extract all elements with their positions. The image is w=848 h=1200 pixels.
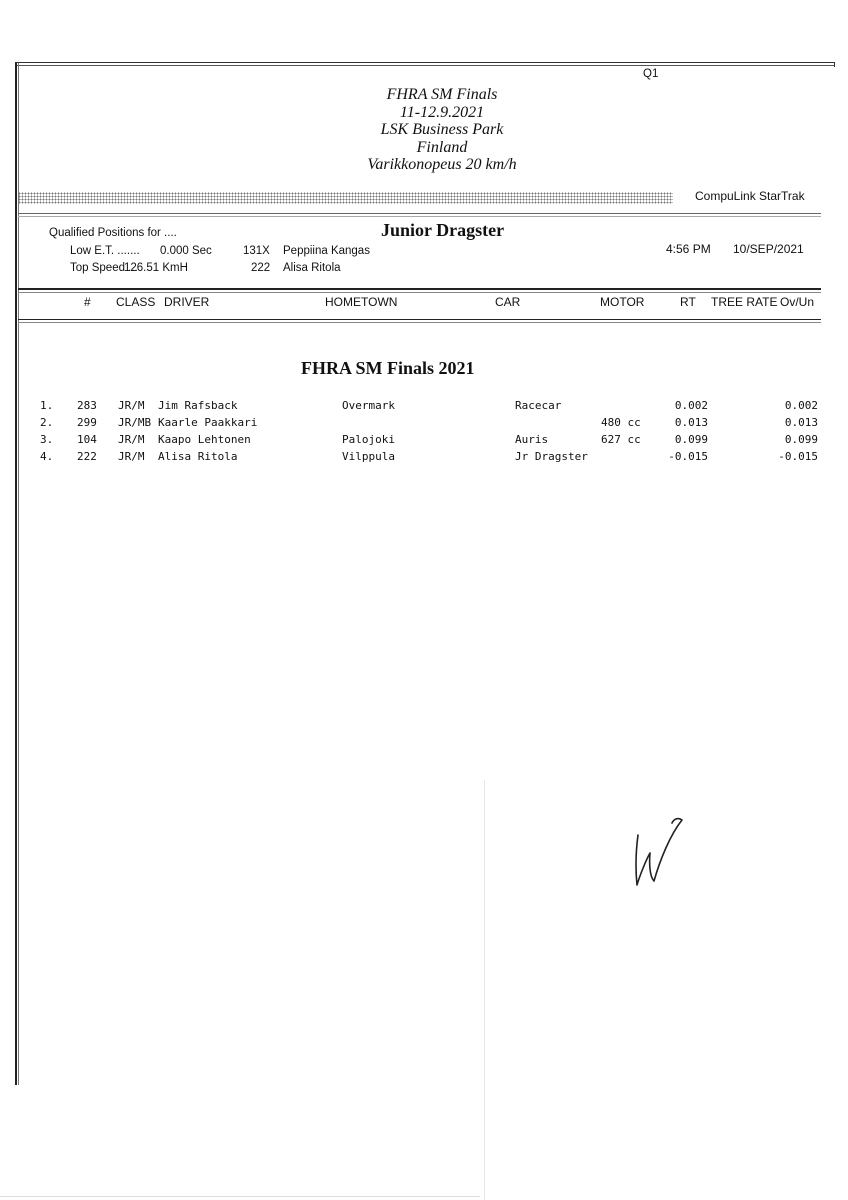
frame-right-tick — [834, 62, 835, 67]
top-speed-label: Top Speed ... — [70, 262, 138, 274]
row-class: JR/M — [118, 399, 145, 412]
frame-top-line — [15, 62, 835, 63]
col-tree-rate: TREE RATE — [711, 295, 778, 309]
qualified-label: Qualified Positions for .... — [49, 227, 177, 239]
table-row — [0, 433, 848, 450]
row-hometown: Palojoki — [342, 433, 395, 446]
row-rt: 0.013 — [674, 416, 708, 429]
low-et-driver: Peppiina Kangas — [283, 245, 370, 257]
row-driver: Jim Rafsback — [158, 399, 238, 412]
row-car: Racecar — [515, 399, 562, 412]
row-ov-un: 0.002 — [784, 399, 818, 412]
row-car: Auris — [515, 433, 549, 446]
scan-bottom-line — [0, 1196, 480, 1197]
dotted-band — [18, 192, 673, 204]
row-position: 1. — [40, 399, 54, 412]
row-hometown: Vilppula — [342, 450, 395, 463]
table-row — [0, 450, 848, 467]
row-class: JR/MB — [118, 416, 152, 429]
event-venue: LSK Business Park — [380, 121, 504, 138]
row-ov-un: -0.015 — [778, 450, 818, 463]
row-number: 283 — [77, 399, 97, 412]
row-hometown: Overmark — [342, 399, 395, 412]
timing-system-label: CompuLink StarTrak — [695, 189, 805, 203]
event-name: FHRA SM Finals — [386, 86, 498, 103]
print-time: 4:56 PM — [666, 242, 711, 256]
col-motor: MOTOR — [600, 295, 645, 309]
row-driver: Kaarle Paakkari — [158, 416, 258, 429]
column-header-top-rule-inner — [18, 292, 821, 293]
session-tag: Q1 — [643, 68, 659, 80]
row-number: 104 — [77, 433, 97, 446]
header-rule-inner — [18, 216, 821, 217]
row-position: 4. — [40, 450, 54, 463]
class-title: Junior Dragster — [381, 220, 505, 240]
frame-top-line-inner — [15, 65, 835, 66]
col-rt: RT — [680, 295, 696, 309]
row-driver: Kaapo Lehtonen — [158, 433, 251, 446]
col-class: CLASS — [116, 295, 156, 309]
table-row — [0, 399, 848, 416]
print-date: 10/SEP/2021 — [733, 242, 804, 256]
table-row — [0, 416, 848, 433]
low-et-number: 131X — [243, 245, 270, 257]
low-et-value: 0.000 Sec — [160, 245, 212, 257]
col-car: CAR — [495, 295, 521, 309]
section-title: FHRA SM Finals 2021 — [301, 358, 475, 378]
frame-left-line — [15, 63, 17, 1085]
column-header-bottom-rule-inner — [18, 322, 821, 323]
row-motor: 627 cc — [601, 433, 641, 446]
col-hometown: HOMETOWN — [325, 295, 398, 309]
col-driver: DRIVER — [164, 295, 210, 309]
pit-speed-note: Varikkonopeus 20 km/h — [367, 156, 517, 173]
row-class: JR/M — [118, 450, 145, 463]
col-num: # — [84, 295, 91, 309]
row-rt: 0.099 — [674, 433, 708, 446]
row-number: 299 — [77, 416, 97, 429]
event-country: Finland — [416, 138, 468, 156]
scan-fold-line — [484, 780, 485, 1200]
column-header-top-rule — [18, 288, 821, 290]
row-position: 3. — [40, 433, 54, 446]
row-number: 222 — [77, 450, 97, 463]
low-et-label: Low E.T. ....... — [70, 245, 140, 257]
top-speed-number: 222 — [251, 262, 271, 274]
row-ov-un: 0.099 — [784, 433, 818, 446]
header-rule — [18, 213, 821, 214]
event-dates: 11-12.9.2021 — [399, 103, 485, 121]
column-header-bottom-rule — [18, 319, 821, 320]
row-rt: 0.002 — [674, 399, 708, 412]
top-speed-value: 126.51 KmH — [124, 262, 188, 274]
row-rt: -0.015 — [668, 450, 708, 463]
row-position: 2. — [40, 416, 54, 429]
row-driver: Alisa Ritola — [158, 450, 238, 463]
event-header — [300, 86, 584, 174]
col-ov-un: Ov/Un — [780, 295, 815, 309]
row-ov-un: 0.013 — [784, 416, 818, 429]
row-motor: 480 cc — [601, 416, 641, 429]
top-speed-driver: Alisa Ritola — [283, 262, 341, 274]
signature-mark — [620, 805, 700, 895]
row-car: Jr Dragster — [515, 450, 588, 463]
row-class: JR/M — [118, 433, 145, 446]
